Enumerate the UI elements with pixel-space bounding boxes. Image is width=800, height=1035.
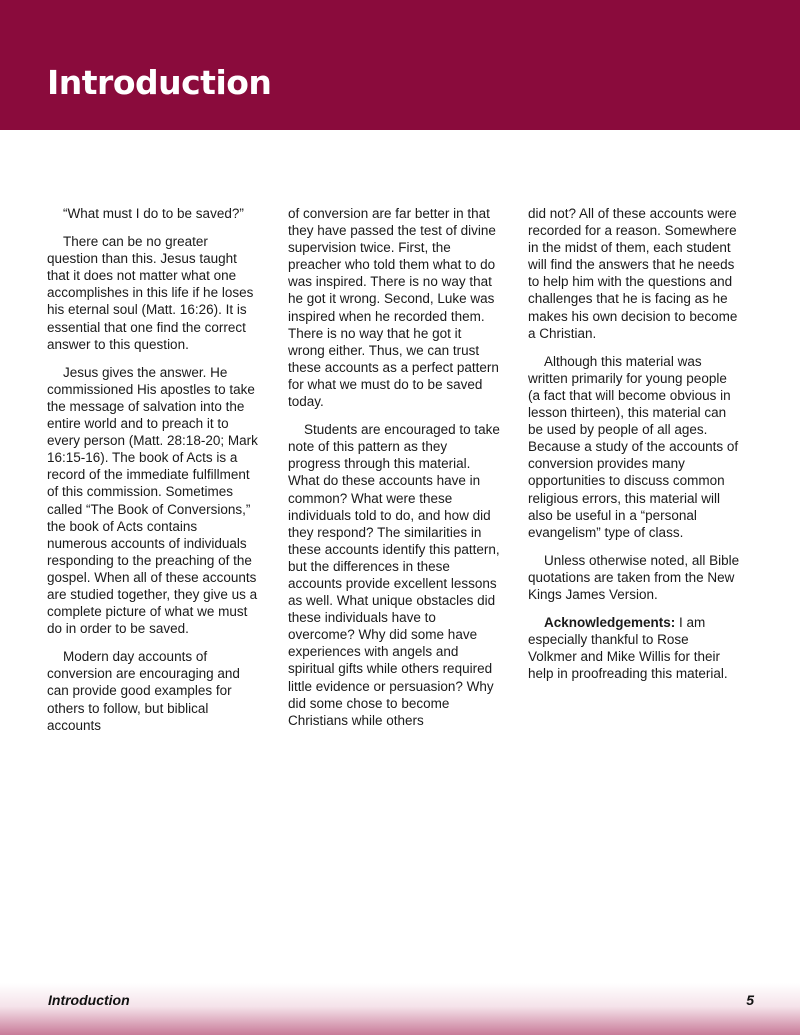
text-column-1 [47, 205, 259, 745]
paragraph: Jesus gives the answer. He commissioned His apostles to take the message of salvation into the entire world and to preach it to every person (Matt. 28:18-20; Mark 16:15-16). The book of Acts is a record of the immediate fulfillment of this commission. Sometimes called “The Book of Conversions,” the book of Acts contains numerous accounts of individuals responding to the preaching of the gospel. When all of these accounts are studied together, they give us a complete picture of what we must do in order to be saved. [47, 364, 258, 637]
paragraph: Unless otherwise noted, all Bible quotations are taken from the New Kings James Version. [528, 552, 740, 602]
paragraph: Students are encouraged to take note of this pattern as they progress through this material. What do these accounts have in common? What were these individuals told to do, and how did they respond? The similarities in these accounts identify this pattern, but the differences in these accounts provide excellent lessons as well. What unique obstacles did these individuals have to overcome? Why did some have experiences with angels and spiritual gifts while others required little evidence or persuasion? Why did some chose to become Christians while others [288, 422, 500, 728]
paragraph: of conversion are far better in that they have passed the test of divine supervision twice. First, the preacher who told them what to do was inspired. There is no way that he got it wrong. Second, Luke was inspired when he recorded them. There is no way that he got it wrong either. Thus, we can trust these accounts as a perfect pattern for what we must do to be saved today. [288, 206, 499, 410]
paragraph: There can be no greater question than this. Jesus taught that it does not matter what one accomplishes in this life if he loses his eternal soul (Matt. 16:26). It is essential that one find the correct answer to this question. [47, 234, 254, 352]
page-number: 5 [746, 992, 754, 1008]
footer-band [0, 983, 800, 1035]
acknowledgements-text: I am especially thankful to Rose Volkmer and Mike Willis for their help in proofreading this material. [528, 615, 728, 682]
paragraph: Modern day accounts of conversion are encouraging and can provide good examples for others to follow, but biblical accounts [47, 649, 240, 733]
paragraph: did not? All of these accounts were recorded for a reason. Somewhere in the midst of them, each student will find the answers that he needs to help him with the questions and challenges that he is facing as he makes his own decision to become a Christian. [528, 206, 738, 341]
text-column-3 [528, 205, 740, 693]
text-column-2 [288, 205, 500, 740]
acknowledgements-paragraph [528, 614, 740, 682]
footer-section-title: Introduction [48, 992, 130, 1008]
paragraph: “What must I do to be saved?” [63, 206, 244, 221]
page-title: Introduction [47, 63, 272, 102]
acknowledgements-label: Acknowledgements: [544, 615, 676, 631]
paragraph: Although this material was written primarily for young people (a fact that will become obvious in lesson thirteen), this material can be used by people of all ages. Because a study of the accounts of conversion provides many opportunities to discuss common religious errors, this material will also be useful in a “personal evangelism” type of class. [528, 353, 739, 540]
